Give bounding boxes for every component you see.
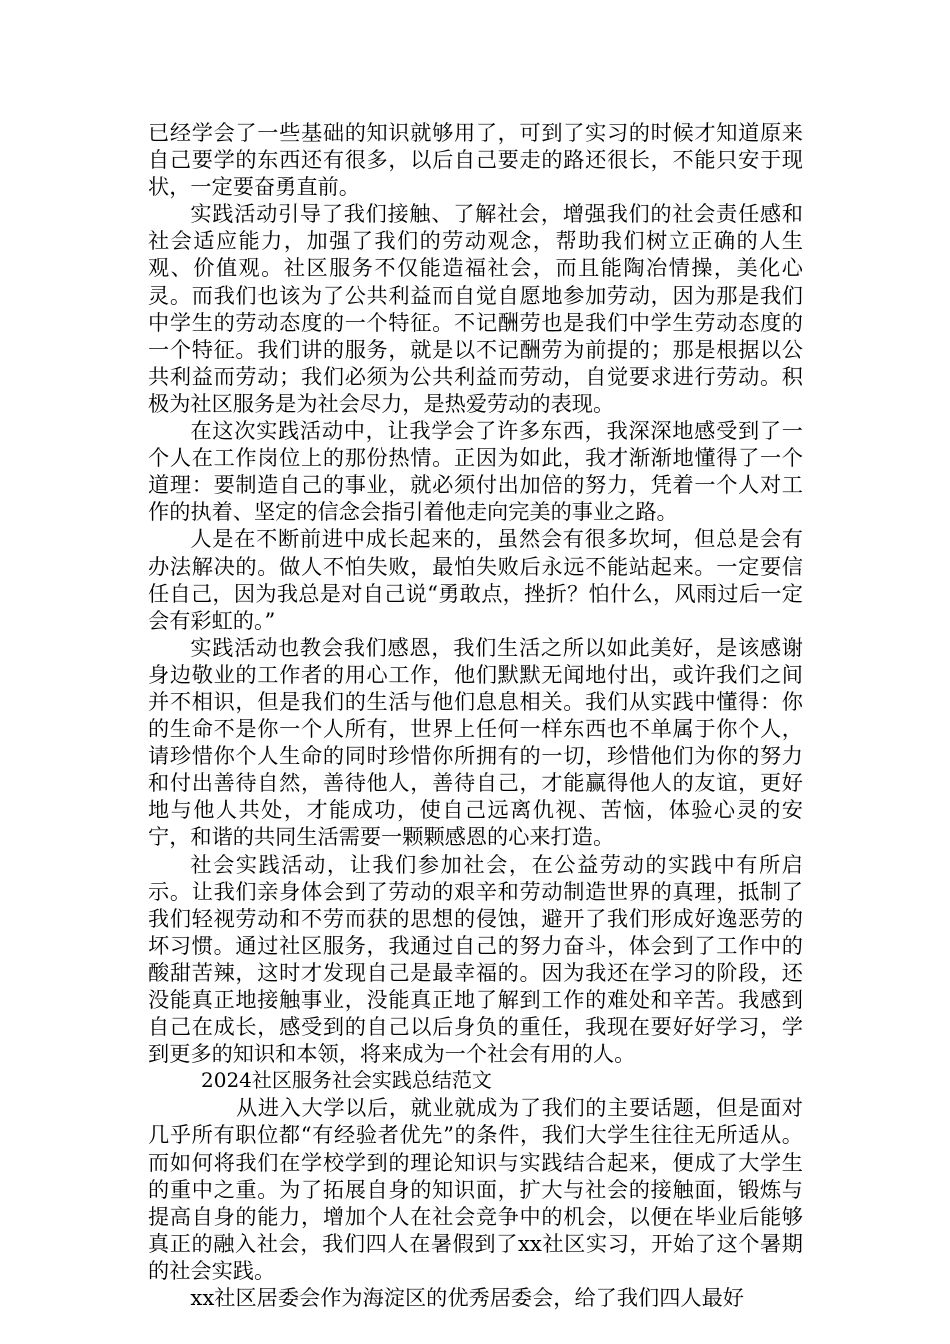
- paragraph-lessons-learned: 在这次实践活动中，让我学会了许多东西，我深深地感受到了一个人在工作岗位上的那份热情。正因为如此，我才渐渐地懂得了一个道理：要制造自己的事业，就必须付出加倍的努力，凭着一个人对工作的执着、坚定的信念会指引着他走向完美的事业之路。: [148, 418, 803, 525]
- document-page: [148, 119, 803, 1311]
- paragraph-community-committee: xx社区居委会作为海淀区的优秀居委会，给了我们四人最好: [190, 1285, 744, 1311]
- paragraph-gratitude: 实践活动也教会我们感恩，我们生活之所以如此美好，是该感谢身边敬业的工作者的用心工作，他们默默无闻地付出，或许我们之间并不相识，但是我们的生活与他们息息相关。我们从实践中懂得：你的生命不是你一个人所有，世界上任何一样东西也不单属于你个人，请珍惜你个人生命的同时珍惜你所拥有的一切，珍惜他们为你的努力和付出善待自然，善待他人，善待自己，才能赢得他人的友谊，更好地与他人共处，才能成功，使自己远离仇视、苦恼，体验心灵的安宁，和谐的共同生活需要一颗颗感恩的心来打造。: [148, 634, 803, 850]
- section-title: 2024社区服务社会实践总结范文: [201, 1068, 492, 1093]
- paragraph-growth: 人是在不断前进中成长起来的，虽然会有很多坎坷，但总是会有办法解决的。做人不怕失败，最怕失败后永远不能站起来。一定要信任自己，因为我总是对自己说“勇敢点，挫折？怕什么，风雨过后一定会有彩虹的。”: [148, 526, 803, 633]
- paragraph-continuation: 已经学会了一些基础的知识就够用了，可到了实习的时候才知道原来自己要学的东西还有很多，以后自己要走的路还很长，不能只安于现状，一定要奋勇直前。: [148, 120, 803, 200]
- paragraph-social-practice: 社会实践活动，让我们参加社会，在公益劳动的实践中有所启示。让我们亲身体会到了劳动的艰辛和劳动制造世界的真理，抵制了我们轻视劳动和不劳而获的思想的侵蚀，避开了我们形成好逸恶劳的坏习惯。通过社区服务，我通过自己的努力奋斗，体会到了工作中的酸甜苦辣，这时才发现自己是最幸福的。因为我还在学习的阶段，还没能真正地接触事业，没能真正地了解到工作的难处和辛苦。我感到自己在成长，感受到的自己以后身负的重任，我现在要好好学习，学到更多的知识和本领，将来成为一个社会有用的人。: [148, 851, 803, 1067]
- paragraph-practice-guidance: 实践活动引导了我们接触、了解社会，增强我们的社会责任感和社会适应能力，加强了我们的劳动观念，帮助我们树立正确的人生观、价值观。社区服务不仅能造福社会，而且能陶冶情操，美化心灵。而我们也该为了公共利益而自觉自愿地参加劳动，因为那是我们中学生的劳动态度的一个特征。不记酬劳也是我们中学生劳动态度的一个特征。我们讲的服务，就是以不记酬劳为前提的；那是根据以公共利益而劳动；我们必须为公共利益而劳动，自觉要求进行劳动。积极为社区服务是为社会尽力，是热爱劳动的表现。: [148, 201, 803, 416]
- paragraph-university-intro: 从进入大学以后，就业就成为了我们的主要话题，但是面对几乎所有职位都“有经验者优先”的条件，我们大学生往往无所适从。而如何将我们在学校学到的理论知识与实践结合起来，便成了大学生的重中之重。为了拓展自身的知识面，扩大与社会的接触面，锻炼与提高自身的能力，增加个人在社会竞争中的机会，以便在毕业后能够真正的融入社会，我们四人在暑假到了xx社区实习，开始了这个暑期的社会实践。: [148, 1095, 803, 1283]
